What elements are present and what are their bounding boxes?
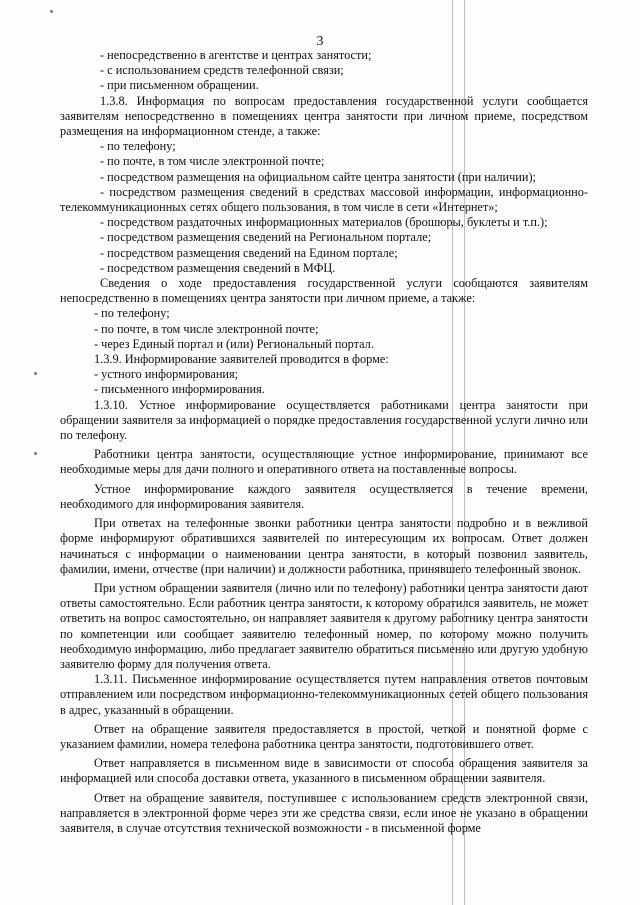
paragraph: - по почте, в том числе электронной почте; bbox=[94, 321, 319, 336]
paragraph: - посредством размещения на официальном сайте центра занятости (при наличии); bbox=[100, 169, 536, 184]
paragraph: - по телефону; bbox=[100, 139, 176, 154]
paragraph: - при письменном обращении. bbox=[100, 78, 259, 93]
paragraph: Работники центра занятости, осуществляющие устное информирование, принимают все необходимые меры для дачи полного и оперативного ответа на поставленные вопросы. bbox=[60, 447, 588, 477]
document-body bbox=[60, 48, 588, 836]
paragraph: - письменного информирования. bbox=[94, 382, 265, 397]
scan-speck bbox=[50, 10, 53, 13]
paragraph: 1.3.9. Информирование заявителей проводится в форме: bbox=[94, 352, 389, 367]
paragraph: 1.3.10. Устное информирование осуществляется работниками центра занятости при обращении заявителя за информацией о порядке предоставления государственной услуги лично или по телефону. bbox=[60, 397, 588, 443]
paragraph: - по телефону; bbox=[94, 306, 170, 321]
page-number: 3 bbox=[316, 34, 324, 49]
paragraph: Устное информирование каждого заявителя осуществляется в течение времени, необходимого для информирования заявителя. bbox=[60, 481, 588, 511]
paragraph: При ответах на телефонные звонки работники центра занятости подробно и в вежливой форме информируют обратившихся заявителей по интересующим их вопросам. Ответ должен начинаться с информации о наименовании центра занятости, в который позвонил заявитель, фамилии, имени, отчестве (при наличии) и должности работника, принявшего телефонный звонок. bbox=[60, 516, 588, 576]
paragraph: - посредством раздаточных информационных материалов (брошюры, буклеты и т.п.); bbox=[100, 215, 548, 230]
paragraph: - по почте, в том числе электронной почте; bbox=[100, 154, 325, 169]
paragraph: - посредством размещения сведений на Региональном портале; bbox=[100, 230, 432, 245]
paragraph: - посредством размещения сведений на Едином портале; bbox=[100, 245, 398, 260]
paragraph: - посредством размещения сведений в МФЦ. bbox=[100, 260, 336, 275]
paragraph: - посредством размещения сведений в средствах массовой информации, информационно-телекоммуникационных сетях общего пользования, в том числе в сети «Интернет»; bbox=[60, 184, 588, 215]
paragraph: - устного информирования; bbox=[94, 367, 239, 382]
paragraph: - непосредственно в агентстве и центрах занятости; bbox=[100, 48, 372, 62]
paragraph: - через Единый портал и (или) Региональный портал. bbox=[94, 336, 374, 351]
paragraph: 1.3.8. Информация по вопросам предоставления государственной услуги сообщается заявителям непосредственно в помещениях центра занятости при личном приеме, посредством размещения на информационном стенде, а также: bbox=[60, 93, 588, 139]
paragraph: - с использованием средств телефонной связи; bbox=[100, 63, 344, 78]
paragraph: 1.3.11. Письменное информирование осуществляется путем направления ответов почтовым отправлением или посредством информационно-телекоммуникационных сетей общего пользования в адрес, указанный в обращении. bbox=[60, 672, 588, 717]
scan-speck bbox=[34, 372, 37, 375]
paragraph: При устном обращении заявителя (лично или по телефону) работники центра занятости дают ответы самостоятельно. Если работник центра занятости, к которому обратился заявитель, не может ответить на вопрос самостоятельно, он направляет заявителя к другому работнику центра занятости по компетенции или сообщает заявителю телефонный номер, по которому можно получить необходимую информацию, либо предлагает заявителю обратиться письменно или другую удобную заявителю форму для получения ответа. bbox=[60, 580, 588, 671]
paragraph: Сведения о ходе предоставления государственной услуги сообщаются заявителям непосредственно в помещениях центра занятости при личном приеме, а также: bbox=[60, 276, 588, 306]
paragraph: Ответ направляется в письменном виде в зависимости от способа обращения заявителя за информацией или способа доставки ответа, указанного в письменном обращении заявителя. bbox=[60, 756, 588, 786]
scan-speck bbox=[34, 452, 37, 455]
paragraph: Ответ на обращение заявителя, поступившее с использованием средств электронной связи, направляется в электронной форме через эти же средства связи, если иное не указано в обращении заявителя, в случае отсутствия технической возможности - в письменной форме bbox=[60, 790, 588, 835]
paragraph: Ответ на обращение заявителя предоставляется в простой, четкой и понятной форме с указанием фамилии, номера телефона работника центра занятости, подготовившего ответ. bbox=[60, 721, 588, 751]
